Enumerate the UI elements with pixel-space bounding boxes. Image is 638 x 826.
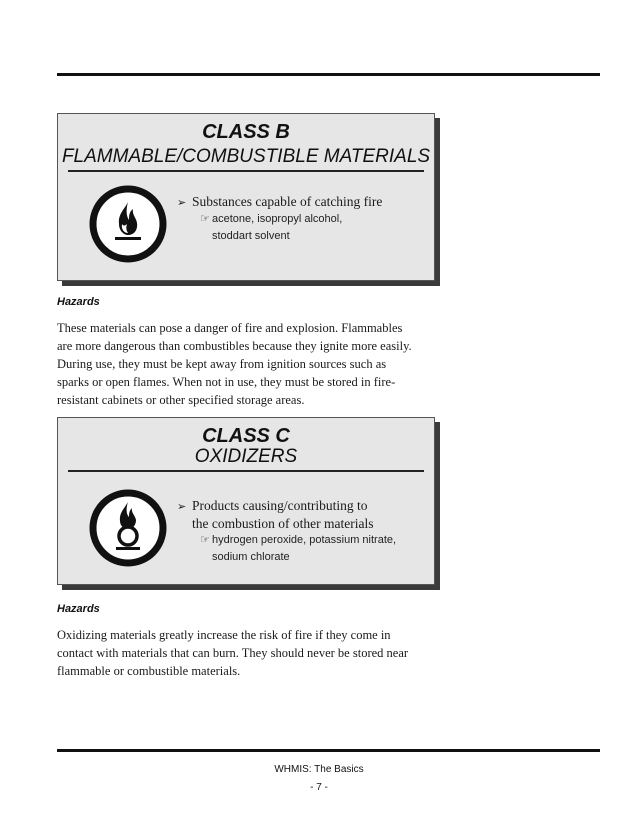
class-c-example xyxy=(200,531,396,566)
class-b-example xyxy=(200,210,342,245)
class-b-bullet xyxy=(177,193,382,211)
top-rule xyxy=(57,73,600,76)
class-b-example-line-1: acetone, isopropyl alcohol, xyxy=(212,213,343,225)
arrow-bullet-icon: ➢ xyxy=(177,196,187,209)
class-b-example-line-2: stoddart solvent xyxy=(212,230,290,242)
class-c-bullet-line-2: the combustion of other materials xyxy=(192,516,374,531)
class-b-box xyxy=(57,113,435,281)
flame-in-circle-icon xyxy=(88,184,168,264)
class-b-bullet-text: Substances capable of catching fire xyxy=(192,194,383,209)
page-number: - 7 - xyxy=(310,782,328,793)
class-c-hazards-text: Oxidizing materials greatly increase the risk of fire if they come in contact with materials that can burn. They should never be stored near flammable or combustible materials. xyxy=(57,628,409,678)
class-c-example-line-2: sodium chlorate xyxy=(212,551,290,563)
class-c-bullet-line-1: Products causing/contributing to xyxy=(192,498,368,513)
hand-pointer-icon: ☞ xyxy=(200,533,210,546)
class-c-hazards-heading: Hazards xyxy=(57,603,100,615)
class-c-title: CLASS C xyxy=(202,425,290,447)
hand-pointer-icon: ☞ xyxy=(200,212,210,225)
class-b-title: CLASS B xyxy=(202,121,290,143)
class-c-box xyxy=(57,417,435,585)
bottom-rule xyxy=(57,749,600,752)
arrow-bullet-icon: ➢ xyxy=(177,500,187,513)
footer-title: WHMIS: The Basics xyxy=(274,764,364,775)
class-b-hazards-text: These materials can pose a danger of fire and explosion. Flammables are more dangerous than combustibles because they ignite more easily. During use, they must be kept away from ignition sources such as sparks or open flames. When not in use, they must be stored in fire- resistant cabinets or other specified storage areas. xyxy=(57,321,412,407)
class-b-divider xyxy=(68,170,424,172)
class-b-subtitle: FLAMMABLE/COMBUSTIBLE MATERIALS xyxy=(61,146,431,167)
class-c-subtitle: OXIDIZERS xyxy=(194,446,298,467)
class-c-example-line-1: hydrogen peroxide, potassium nitrate, xyxy=(212,534,397,546)
class-c-bullet xyxy=(177,497,373,532)
class-b-hazards-heading: Hazards xyxy=(57,296,100,308)
class-c-divider xyxy=(68,470,424,472)
flame-over-circle-icon xyxy=(88,488,168,568)
